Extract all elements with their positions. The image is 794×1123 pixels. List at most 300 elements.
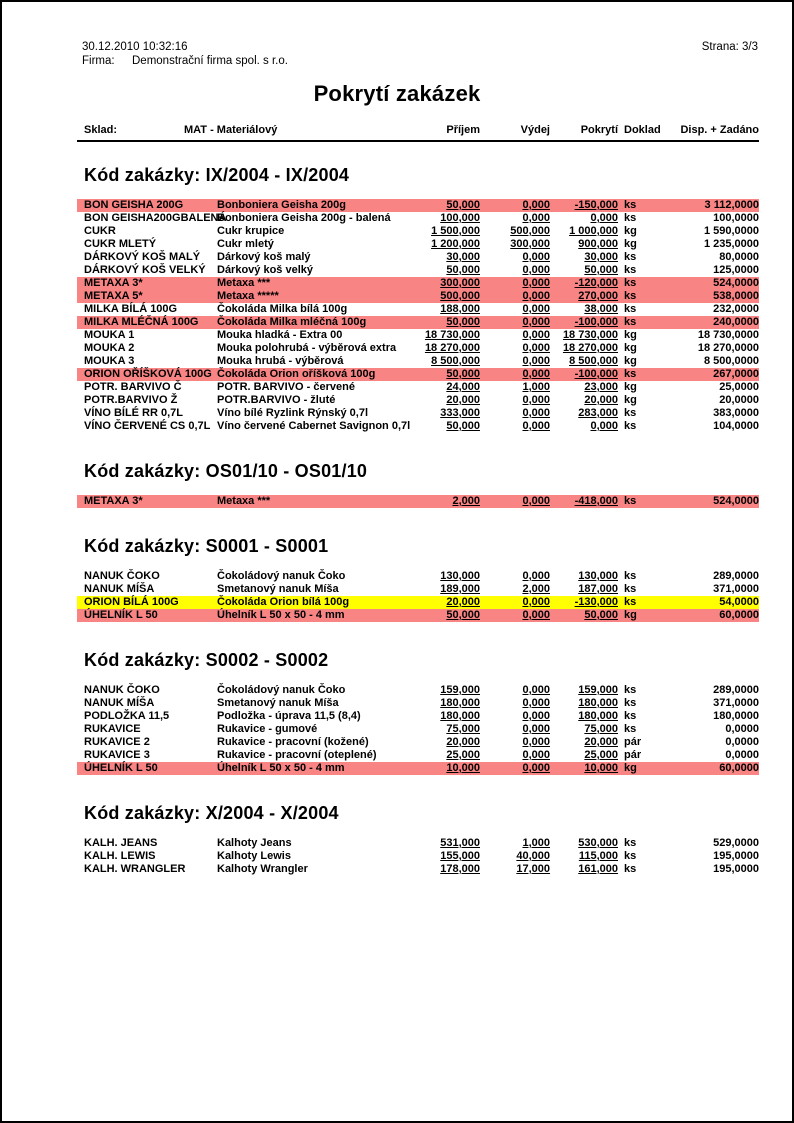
section-title: Kód zakázky: IX/2004 - IX/2004: [84, 165, 350, 185]
prijem-value: 8 500,000: [431, 355, 480, 367]
cell-vydej: [480, 199, 550, 212]
vydej-value: 0,000: [522, 684, 550, 696]
prijem-value: 180,000: [440, 697, 480, 709]
cell-item-name: Metaxa ***: [217, 277, 271, 289]
cell-prijem: [417, 736, 480, 749]
cell-vydej: [480, 381, 550, 394]
cell-disp-zadano: 232,0000: [713, 303, 759, 315]
vydej-value: 0,000: [522, 723, 550, 735]
table-row: [77, 863, 759, 876]
cell-item-code: METAXA 3*: [84, 495, 143, 507]
vydej-value: 17,000: [516, 863, 550, 875]
cell-item-name: Metaxa *****: [217, 290, 279, 302]
cell-disp-zadano: 104,0000: [713, 420, 759, 432]
table-row: [77, 609, 759, 622]
cell-prijem: [417, 749, 480, 762]
cell-unit: ks: [624, 570, 637, 582]
pokryti-value: -150,000: [574, 199, 618, 211]
pokryti-value: 50,000: [584, 264, 618, 276]
prijem-value: 188,000: [440, 303, 480, 315]
cell-prijem: [417, 277, 480, 290]
cell-item-code: KALH. LEWIS: [84, 850, 156, 862]
cell-pokryti: [550, 723, 618, 736]
cell-item-name: Smetanový nanuk Míša: [217, 697, 339, 709]
table-row: [77, 710, 759, 723]
pokryti-value: 50,000: [584, 609, 618, 621]
cell-item-name: Čokoládový nanuk Čoko: [217, 684, 346, 696]
vydej-value: 0,000: [522, 710, 550, 722]
cell-prijem: [417, 596, 480, 609]
cell-item-code: DÁRKOVÝ KOŠ MALÝ: [84, 251, 201, 263]
pokryti-value: -418,000: [574, 495, 618, 507]
cell-pokryti: [550, 736, 618, 749]
pokryti-value: 0,000: [590, 420, 618, 432]
pokryti-value: 159,000: [578, 684, 618, 696]
cell-item-code: KALH. WRANGLER: [84, 863, 186, 875]
cell-item-code: MOUKA 1: [84, 329, 135, 341]
prijem-value: 18 270,000: [424, 342, 480, 354]
cell-pokryti: [550, 863, 618, 876]
pokryti-value: 270,000: [578, 290, 618, 302]
prijem-value: 159,000: [440, 684, 480, 696]
cell-pokryti: [550, 329, 618, 342]
table-row: [77, 749, 759, 762]
cell-vydej: [480, 762, 550, 775]
cell-prijem: [417, 583, 480, 596]
cell-unit: kg: [624, 225, 637, 237]
cell-vydej: [480, 736, 550, 749]
vydej-value: 0,000: [522, 407, 550, 419]
cell-item-name: Čokoláda Orion oříšková 100g: [217, 368, 376, 380]
cell-item-code: BON GEISHA 200G: [84, 199, 184, 211]
vydej-value: 2,000: [522, 583, 550, 595]
cell-vydej: [480, 495, 550, 508]
cell-item-code: DÁRKOVÝ KOŠ VELKÝ: [84, 264, 206, 276]
prijem-value: 300,000: [440, 277, 480, 289]
cell-disp-zadano: 0,0000: [725, 723, 759, 735]
cell-disp-zadano: 80,0000: [719, 251, 759, 263]
cell-vydej: [480, 609, 550, 622]
column-doklad: Doklad: [624, 124, 661, 136]
section-title: Kód zakázky: S0002 - S0002: [84, 650, 329, 670]
cell-disp-zadano: 289,0000: [713, 684, 759, 696]
cell-unit: ks: [624, 316, 637, 328]
cell-disp-zadano: 8 500,0000: [703, 355, 759, 367]
vydej-value: 0,000: [522, 736, 550, 748]
cell-prijem: [417, 723, 480, 736]
cell-unit: kg: [624, 329, 637, 341]
cell-pokryti: [550, 225, 618, 238]
cell-prijem: [417, 495, 480, 508]
cell-item-code: METAXA 5*: [84, 290, 143, 302]
cell-unit: pár: [624, 736, 642, 748]
table-row: [77, 316, 759, 329]
company-name: Demonstrační firma spol. s r.o.: [132, 55, 288, 67]
pokryti-value: 161,000: [578, 863, 618, 875]
cell-item-code: MILKA MLÉČNÁ 100G: [84, 316, 199, 328]
cell-pokryti: [550, 749, 618, 762]
table-row: [77, 420, 759, 433]
table-row: [77, 570, 759, 583]
cell-pokryti: [550, 394, 618, 407]
cell-item-name: Mouka polohrubá - výběrová extra: [217, 342, 397, 354]
cell-vydej: [480, 850, 550, 863]
cell-item-code: ORION BÍLÁ 100G: [84, 596, 179, 608]
prijem-value: 50,000: [446, 368, 480, 380]
pokryti-value: -120,000: [574, 277, 618, 289]
prijem-value: 2,000: [452, 495, 480, 507]
prijem-value: 189,000: [440, 583, 480, 595]
cell-prijem: [417, 850, 480, 863]
cell-disp-zadano: 60,0000: [719, 609, 759, 621]
cell-unit: ks: [624, 368, 637, 380]
cell-vydej: [480, 723, 550, 736]
cell-item-name: Úhelník L 50 x 50 - 4 mm: [217, 609, 345, 621]
vydej-value: 0,000: [522, 316, 550, 328]
cell-item-name: Kalhoty Jeans: [217, 837, 292, 849]
cell-prijem: [417, 290, 480, 303]
vydej-value: 0,000: [522, 495, 550, 507]
cell-unit: kg: [624, 762, 637, 774]
cell-pokryti: [550, 251, 618, 264]
cell-disp-zadano: 383,0000: [713, 407, 759, 419]
cell-pokryti: [550, 342, 618, 355]
cell-item-code: RUKAVICE: [84, 723, 141, 735]
table-row: [77, 329, 759, 342]
pokryti-value: 8 500,000: [569, 355, 618, 367]
cell-disp-zadano: 538,0000: [713, 290, 759, 302]
cell-item-code: ÚHELNÍK L 50: [84, 762, 158, 774]
cell-pokryti: [550, 837, 618, 850]
table-row: [77, 837, 759, 850]
cell-item-code: NANUK MÍŠA: [84, 583, 155, 595]
vydej-value: 0,000: [522, 277, 550, 289]
cell-disp-zadano: 371,0000: [713, 697, 759, 709]
pokryti-value: 38,000: [584, 303, 618, 315]
cell-vydej: [480, 290, 550, 303]
cell-pokryti: [550, 277, 618, 290]
cell-item-code: NANUK ČOKO: [84, 684, 160, 696]
cell-item-name: Mouka hladká - Extra 00: [217, 329, 343, 341]
prijem-value: 25,000: [446, 749, 480, 761]
cell-prijem: [417, 316, 480, 329]
table-row: [77, 199, 759, 212]
cell-unit: ks: [624, 697, 637, 709]
pokryti-value: 20,000: [584, 394, 618, 406]
cell-prijem: [417, 407, 480, 420]
cell-item-code: ÚHELNÍK L 50: [84, 609, 158, 621]
prijem-value: 531,000: [440, 837, 480, 849]
table-row: [77, 303, 759, 316]
cell-pokryti: [550, 850, 618, 863]
table-row: [77, 251, 759, 264]
cell-prijem: [417, 342, 480, 355]
prijem-value: 180,000: [440, 710, 480, 722]
cell-vydej: [480, 303, 550, 316]
cell-unit: ks: [624, 212, 637, 224]
cell-item-name: Cukr mletý: [217, 238, 274, 250]
cell-item-code: CUKR MLETÝ: [84, 238, 157, 250]
cell-unit: ks: [624, 596, 637, 608]
cell-vydej: [480, 394, 550, 407]
table-row: [77, 290, 759, 303]
vydej-value: 40,000: [516, 850, 550, 862]
vydej-value: 0,000: [522, 749, 550, 761]
cell-vydej: [480, 749, 550, 762]
table-row: [77, 342, 759, 355]
cell-disp-zadano: 54,0000: [719, 596, 759, 608]
vydej-value: 0,000: [522, 329, 550, 341]
cell-pokryti: [550, 355, 618, 368]
pokryti-value: -100,000: [574, 368, 618, 380]
prijem-value: 18 730,000: [424, 329, 480, 341]
cell-disp-zadano: 267,0000: [713, 368, 759, 380]
cell-disp-zadano: 1 590,0000: [703, 225, 759, 237]
table-row: [77, 355, 759, 368]
cell-unit: kg: [624, 381, 637, 393]
pokryti-value: 0,000: [590, 212, 618, 224]
cell-prijem: [417, 710, 480, 723]
section-title: Kód zakázky: X/2004 - X/2004: [84, 803, 339, 823]
table-row: [77, 697, 759, 710]
prijem-value: 75,000: [446, 723, 480, 735]
pokryti-value: 10,000: [584, 762, 618, 774]
cell-unit: pár: [624, 749, 642, 761]
cell-item-code: VÍNO ČERVENÉ CS 0,7L: [84, 420, 211, 432]
cell-disp-zadano: 100,0000: [713, 212, 759, 224]
prijem-value: 50,000: [446, 199, 480, 211]
cell-item-name: Rukavice - pracovní (oteplené): [217, 749, 377, 761]
pokryti-value: 115,000: [578, 850, 618, 862]
pokryti-value: 530,000: [578, 837, 618, 849]
vydej-value: 0,000: [522, 290, 550, 302]
cell-unit: ks: [624, 723, 637, 735]
cell-prijem: [417, 329, 480, 342]
column-vydej: Výdej: [520, 124, 550, 136]
cell-item-code: NANUK MÍŠA: [84, 697, 155, 709]
table-row: [77, 381, 759, 394]
column-pokryti: Pokrytí: [580, 124, 618, 136]
cell-pokryti: [550, 420, 618, 433]
cell-vydej: [480, 596, 550, 609]
cell-vydej: [480, 684, 550, 697]
cell-item-name: Dárkový koš velký: [217, 264, 314, 276]
cell-vydej: [480, 316, 550, 329]
prijem-value: 20,000: [446, 736, 480, 748]
prijem-value: 1 500,000: [431, 225, 480, 237]
column-prijem: Příjem: [446, 124, 480, 136]
cell-disp-zadano: 180,0000: [713, 710, 759, 722]
cell-item-name: Čokoláda Milka bílá 100g: [217, 303, 348, 315]
cell-pokryti: [550, 495, 618, 508]
cell-pokryti: [550, 710, 618, 723]
cell-prijem: [417, 420, 480, 433]
cell-prijem: [417, 368, 480, 381]
pokryti-value: -130,000: [574, 596, 618, 608]
pokryti-value: 23,000: [584, 381, 618, 393]
cell-pokryti: [550, 290, 618, 303]
cell-vydej: [480, 264, 550, 277]
cell-disp-zadano: 289,0000: [713, 570, 759, 582]
pokryti-value: 25,000: [584, 749, 618, 761]
cell-disp-zadano: 529,0000: [713, 837, 759, 849]
prijem-value: 50,000: [446, 609, 480, 621]
table-row: [77, 264, 759, 277]
company-label: Firma:: [82, 55, 115, 67]
cell-item-name: Cukr krupice: [217, 225, 285, 237]
cell-item-code: CUKR: [84, 225, 116, 237]
cell-item-name: Čokoláda Milka mléčná 100g: [217, 316, 367, 328]
cell-unit: ks: [624, 303, 637, 315]
cell-disp-zadano: 20,0000: [719, 394, 759, 406]
cell-prijem: [417, 381, 480, 394]
vydej-value: 0,000: [522, 264, 550, 276]
cell-disp-zadano: 3 112,0000: [704, 199, 759, 211]
prijem-value: 50,000: [446, 316, 480, 328]
cell-unit: kg: [624, 355, 637, 367]
prijem-value: 10,000: [446, 762, 480, 774]
table-row: [77, 850, 759, 863]
cell-pokryti: [550, 238, 618, 251]
cell-pokryti: [550, 609, 618, 622]
cell-pokryti: [550, 303, 618, 316]
table-row: [77, 407, 759, 420]
cell-item-name: Podložka - úprava 11,5 (8,4): [217, 710, 361, 722]
cell-disp-zadano: 60,0000: [719, 762, 759, 774]
cell-unit: ks: [624, 407, 637, 419]
cell-item-name: Kalhoty Wrangler: [217, 863, 308, 875]
cell-item-name: POTR. BARVIVO - červené: [217, 381, 355, 393]
pokryti-value: 187,000: [578, 583, 618, 595]
cell-item-code: RUKAVICE 3: [84, 749, 150, 761]
cell-item-code: POTR. BARVIVO Č: [84, 381, 182, 393]
vydej-value: 0,000: [522, 697, 550, 709]
cell-item-code: BON GEISHA200GBALENÁ: [84, 212, 227, 224]
vydej-value: 1,000: [522, 381, 550, 393]
table-row: [77, 762, 759, 775]
cell-prijem: [417, 225, 480, 238]
prijem-value: 1 200,000: [431, 238, 480, 250]
header-rule: [77, 140, 759, 142]
cell-unit: ks: [624, 290, 637, 302]
cell-prijem: [417, 251, 480, 264]
pokryti-value: 18 730,000: [562, 329, 618, 341]
cell-item-name: Metaxa ***: [217, 495, 271, 507]
cell-vydej: [480, 583, 550, 596]
table-row: [77, 596, 759, 609]
vydej-value: 500,000: [510, 225, 550, 237]
cell-pokryti: [550, 199, 618, 212]
section-title: Kód zakázky: OS01/10 - OS01/10: [84, 461, 368, 481]
cell-unit: ks: [624, 420, 637, 432]
prijem-value: 155,000: [440, 850, 480, 862]
cell-item-code: NANUK ČOKO: [84, 570, 160, 582]
warehouse-value: MAT - Materiálový: [184, 124, 278, 136]
cell-item-code: KALH. JEANS: [84, 837, 158, 849]
cell-unit: ks: [624, 850, 637, 862]
page-number: Strana: 3/3: [701, 41, 758, 53]
cell-unit: kg: [624, 394, 637, 406]
cell-pokryti: [550, 697, 618, 710]
warehouse-label: Sklad:: [84, 124, 118, 136]
cell-item-name: Úhelník L 50 x 50 - 4 mm: [217, 762, 345, 774]
cell-disp-zadano: 0,0000: [725, 749, 759, 761]
cell-disp-zadano: 1 235,0000: [703, 238, 759, 250]
cell-vydej: [480, 570, 550, 583]
prijem-value: 24,000: [446, 381, 480, 393]
cell-disp-zadano: 195,0000: [713, 863, 759, 875]
cell-disp-zadano: 18 730,0000: [697, 329, 759, 341]
prijem-value: 178,000: [440, 863, 480, 875]
cell-pokryti: [550, 684, 618, 697]
cell-item-name: POTR.BARVIVO - žluté: [217, 394, 336, 406]
cell-vydej: [480, 342, 550, 355]
pokryti-value: 18 270,000: [562, 342, 618, 354]
cell-prijem: [417, 212, 480, 225]
prijem-value: 20,000: [446, 596, 480, 608]
cell-pokryti: [550, 316, 618, 329]
cell-unit: ks: [624, 264, 637, 276]
cell-unit: ks: [624, 583, 637, 595]
cell-vydej: [480, 368, 550, 381]
vydej-value: 0,000: [522, 355, 550, 367]
pokryti-value: -100,000: [574, 316, 618, 328]
vydej-value: 0,000: [522, 596, 550, 608]
table-row: [77, 368, 759, 381]
prijem-value: 20,000: [446, 394, 480, 406]
cell-disp-zadano: 18 270,0000: [697, 342, 759, 354]
cell-prijem: [417, 684, 480, 697]
order-code-section: [2, 802, 792, 876]
cell-item-name: Dárkový koš malý: [217, 251, 311, 263]
cell-disp-zadano: 0,0000: [725, 736, 759, 748]
cell-unit: ks: [624, 710, 637, 722]
vydej-value: 0,000: [522, 212, 550, 224]
order-code-section: [2, 535, 792, 622]
cell-vydej: [480, 355, 550, 368]
vydej-value: 0,000: [522, 303, 550, 315]
cell-unit: kg: [624, 609, 637, 621]
cell-item-name: Kalhoty Lewis: [217, 850, 291, 862]
cell-vydej: [480, 837, 550, 850]
table-row: [77, 277, 759, 290]
cell-item-code: PODLOŽKA 11,5: [84, 710, 170, 722]
report-datetime: 30.12.2010 10:32:16: [82, 41, 188, 53]
pokryti-value: 130,000: [578, 570, 618, 582]
cell-item-code: MILKA BÍLÁ 100G: [84, 303, 178, 315]
cell-item-name: Rukavice - gumové: [217, 723, 318, 735]
cell-item-code: MOUKA 2: [84, 342, 135, 354]
cell-prijem: [417, 264, 480, 277]
cell-prijem: [417, 837, 480, 850]
order-code-section: [2, 164, 792, 433]
cell-vydej: [480, 420, 550, 433]
prijem-value: 130,000: [440, 570, 480, 582]
cell-pokryti: [550, 264, 618, 277]
table-row: [77, 212, 759, 225]
cell-item-name: Rukavice - pracovní (kožené): [217, 736, 369, 748]
cell-unit: ks: [624, 251, 637, 263]
cell-prijem: [417, 199, 480, 212]
vydej-value: 0,000: [522, 199, 550, 211]
cell-vydej: [480, 277, 550, 290]
vydej-value: 0,000: [522, 762, 550, 774]
cell-prijem: [417, 355, 480, 368]
cell-unit: ks: [624, 199, 637, 211]
cell-pokryti: [550, 212, 618, 225]
prijem-value: 333,000: [440, 407, 480, 419]
cell-unit: ks: [624, 837, 637, 849]
